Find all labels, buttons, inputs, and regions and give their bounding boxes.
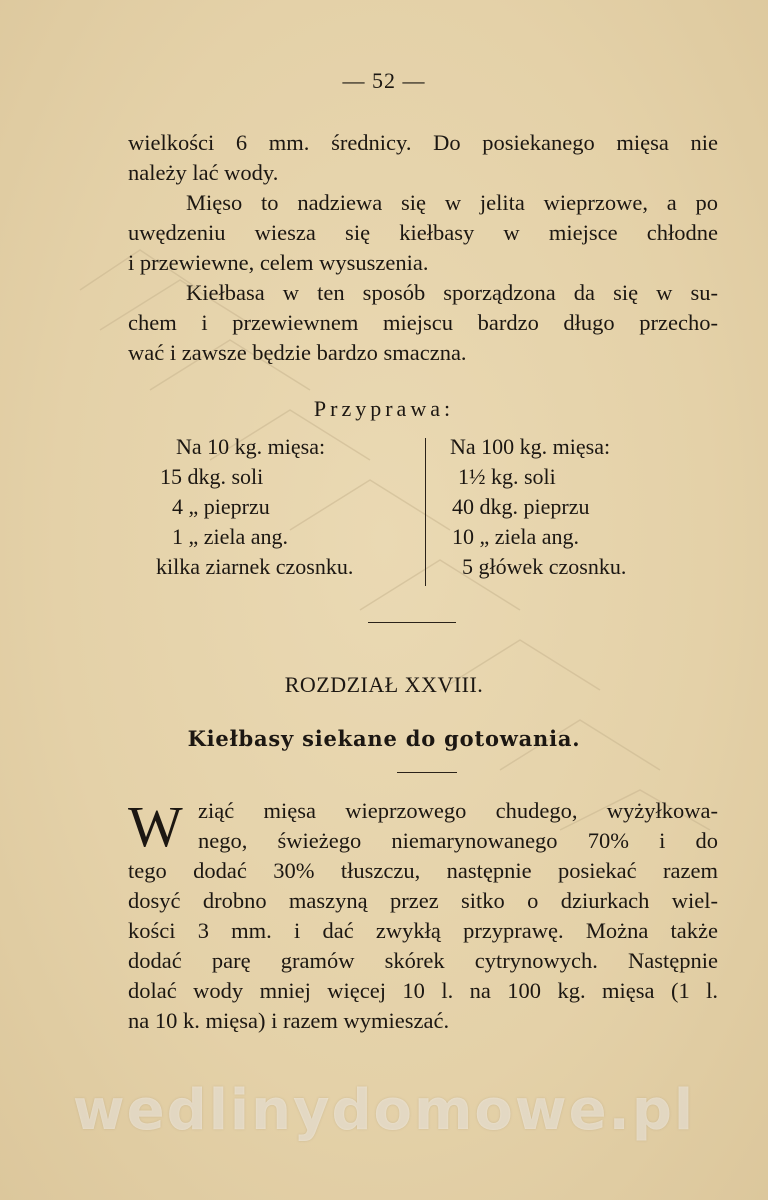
recipe-line-1: ziąć mięsa wieprzowego chudego, wyżyłkowa- [198,798,718,823]
recipe-line-6: dodać parę gramów skórek cytrynowych. Następnie [128,948,718,973]
recipe-line-4: dosyć drobno maszyną przez sitko o dziurkach wiel- [128,888,718,913]
recipe-text [128,796,718,1036]
seasoning-right-row: 10 „ ziela ang. [452,524,580,549]
chapter-number: ROZDZIAŁ XXVIII. [284,672,484,697]
seasoning-left-row: 4 „ pieprzu [172,494,270,519]
intro-line-6: Kiełbasa w ten sposób sporządzona da się w su- [186,280,718,305]
column-divider [425,438,426,586]
seasoning-left-row: 1 „ ziela ang. [172,524,289,549]
recipe-line-8: na 10 k. mięsa) i razem wymieszać. [128,1008,450,1033]
page-number: — 52 — [342,68,426,93]
intro-line-3: Mięso to nadziewa się w jelita wieprzowe, a po [186,190,718,215]
seasoning-column-10kg [150,432,412,582]
recipe-line-2: nego, świeżego niemarynowanego 70% i do [198,828,718,853]
recipe-line-5: kości 3 mm. i dać zwykłą przyprawę. Można także [128,918,718,943]
intro-line-5: i przewiewne, celem wysuszenia. [128,250,429,275]
recipe-line-7: dolać wody mniej więcej 10 l. na 100 kg. mięsa (1 l. [128,978,718,1003]
intro-text [128,128,718,368]
drop-cap: W [128,794,183,859]
seasoning-left-row: kilka ziarnek czosnku. [156,554,354,579]
seasoning-column-100kg [440,432,690,582]
chapter-title: Kiełbasy siekane do gotowania. [187,726,581,751]
seasoning-right-row: 1½ kg. soli [458,464,556,489]
seasoning-right-row: 40 dkg. pieprzu [452,494,590,519]
seasoning-title: Przyprawa: [313,396,455,421]
section-divider [368,622,456,623]
seasoning-left-header: Na 10 kg. mięsa: [176,434,326,459]
title-divider [397,772,457,773]
intro-line-1: wielkości 6 mm. średnicy. Do posiekanego mięsa nie [128,130,718,155]
seasoning-table [150,432,690,587]
intro-line-8: wać i zawsze będzie bardzo smaczna. [128,340,467,365]
intro-line-7: chem i przewiewnem miejscu bardzo długo przecho- [128,310,718,335]
intro-line-4: uwędzeniu wiesza się kiełbasy w miejsce chłodne [128,220,718,245]
seasoning-left-row: 15 dkg. soli [160,464,264,489]
seasoning-right-row: 5 główek czosnku. [462,554,627,579]
intro-line-2: należy lać wody. [128,160,279,185]
recipe-line-3: tego dodać 30% tłuszczu, następnie posiekać razem [128,858,718,883]
site-watermark: wedlinydomowe.pl [72,1078,696,1143]
seasoning-right-header: Na 100 kg. mięsa: [450,434,611,459]
